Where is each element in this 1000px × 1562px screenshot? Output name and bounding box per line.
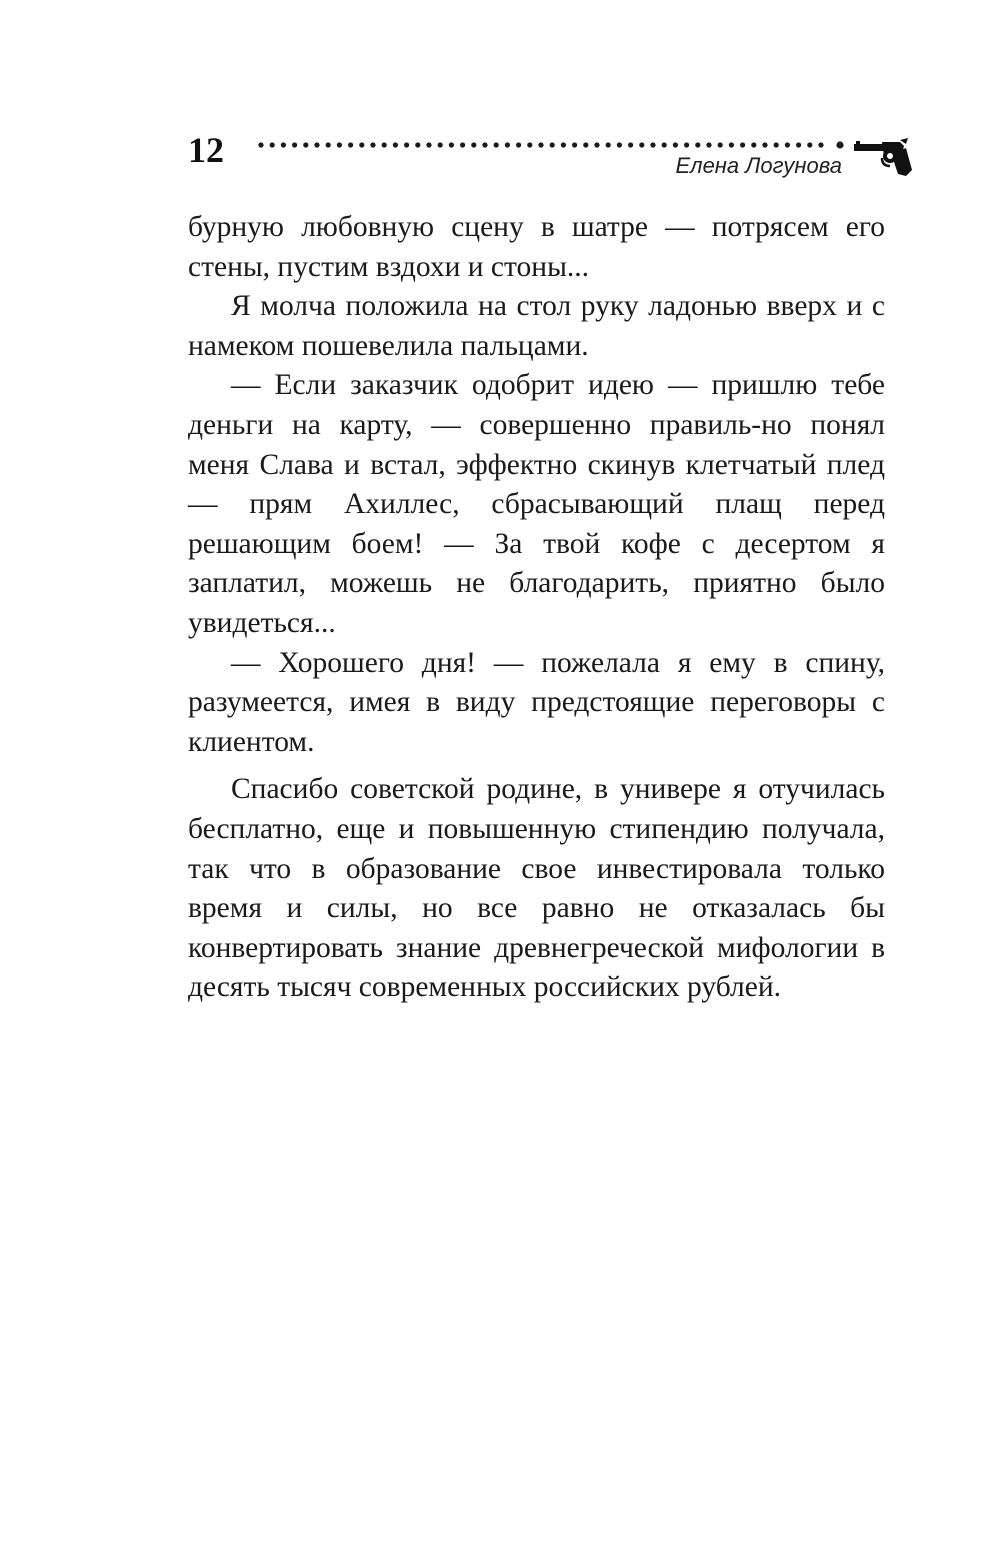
rule-dot (606, 142, 611, 147)
rule-dot (482, 142, 487, 147)
rule-dot (785, 142, 790, 147)
revolver-icon (852, 136, 914, 180)
rule-dot (572, 142, 577, 147)
rule-dot (673, 142, 678, 147)
rule-dot (438, 142, 443, 147)
rule-dot (449, 142, 454, 147)
rule-dot (359, 142, 364, 147)
rule-dot (662, 142, 667, 147)
rule-dot (639, 142, 644, 147)
rule-dot (404, 142, 409, 147)
rule-dot (818, 142, 823, 147)
paragraph: — Хорошего дня! — пожелала я ему в спину, разумеется, имея в виду предстоящие переговоры с клиентом. (188, 646, 885, 758)
rule-dot (751, 142, 756, 147)
rule-dot (550, 142, 555, 147)
paragraph: Я молча положила на стол руку ладонью вверх и с намеком пошевелила пальцами. (188, 290, 885, 362)
body-text (188, 208, 885, 1008)
paragraph: бурную любовную сцену в шатре — потрясем его стены, пустим вздохи и стоны... (188, 211, 885, 283)
author-name: Елена Логунова (675, 153, 842, 178)
rule-dot (729, 142, 734, 147)
paragraph: Спасибо советской родине, в универе я отучилась бесплатно, еще и повышенную стипендию получала, так что в образование свое инвестировала только время и силы, но все равно не отказалась бы конвертировать знание древнегреческой мифологии в десять тысяч современных российских рублей. (188, 773, 885, 1004)
page-number: 12 (188, 130, 224, 170)
rule-dot (561, 142, 566, 147)
rule-dot (393, 142, 398, 147)
rule-dot (617, 142, 622, 147)
rule-dot (281, 142, 286, 147)
rule-dot (650, 142, 655, 147)
rule-dot (762, 142, 767, 147)
rule-dot (258, 142, 263, 147)
rule-dot (415, 142, 420, 147)
rule-dot (684, 142, 689, 147)
rule-dot (740, 142, 745, 147)
rule-dot (538, 142, 543, 147)
rule-dot (303, 142, 308, 147)
rule-dot (695, 142, 700, 147)
rule-dot (594, 142, 599, 147)
rule-dot (460, 142, 465, 147)
rule-dot (796, 142, 801, 147)
rule-dot (628, 142, 633, 147)
rule-dot (471, 142, 476, 147)
rule-dot (836, 141, 843, 148)
rule-dot (583, 142, 588, 147)
rule-dot (348, 142, 353, 147)
rule-dot (270, 142, 275, 147)
rule-dot (370, 142, 375, 147)
rule-dot (494, 142, 499, 147)
rule-dot (326, 142, 331, 147)
rule-dot (505, 142, 510, 147)
rule-dot (292, 142, 297, 147)
dotted-rule (258, 138, 848, 152)
rule-dot (807, 142, 812, 147)
rule-dot (774, 142, 779, 147)
rule-dot (516, 142, 521, 147)
rule-dot (314, 142, 319, 147)
rule-dot (706, 142, 711, 147)
rule-dot (718, 142, 723, 147)
rule-dot (337, 142, 342, 147)
paragraph: — Если заказчик одобрит идею — пришлю тебе деньги на карту, — совершенно правиль-но понял меня Слава и встал, эффектно скинув клетчатый плед — прям Ахиллес, сбрасывающий плащ перед решающим боем! — За твой кофе с десертом я заплатил, можешь не благодарить, приятно было увидеться... (188, 369, 885, 639)
rule-dot (426, 142, 431, 147)
rule-dot (382, 142, 387, 147)
rule-dot (527, 142, 532, 147)
